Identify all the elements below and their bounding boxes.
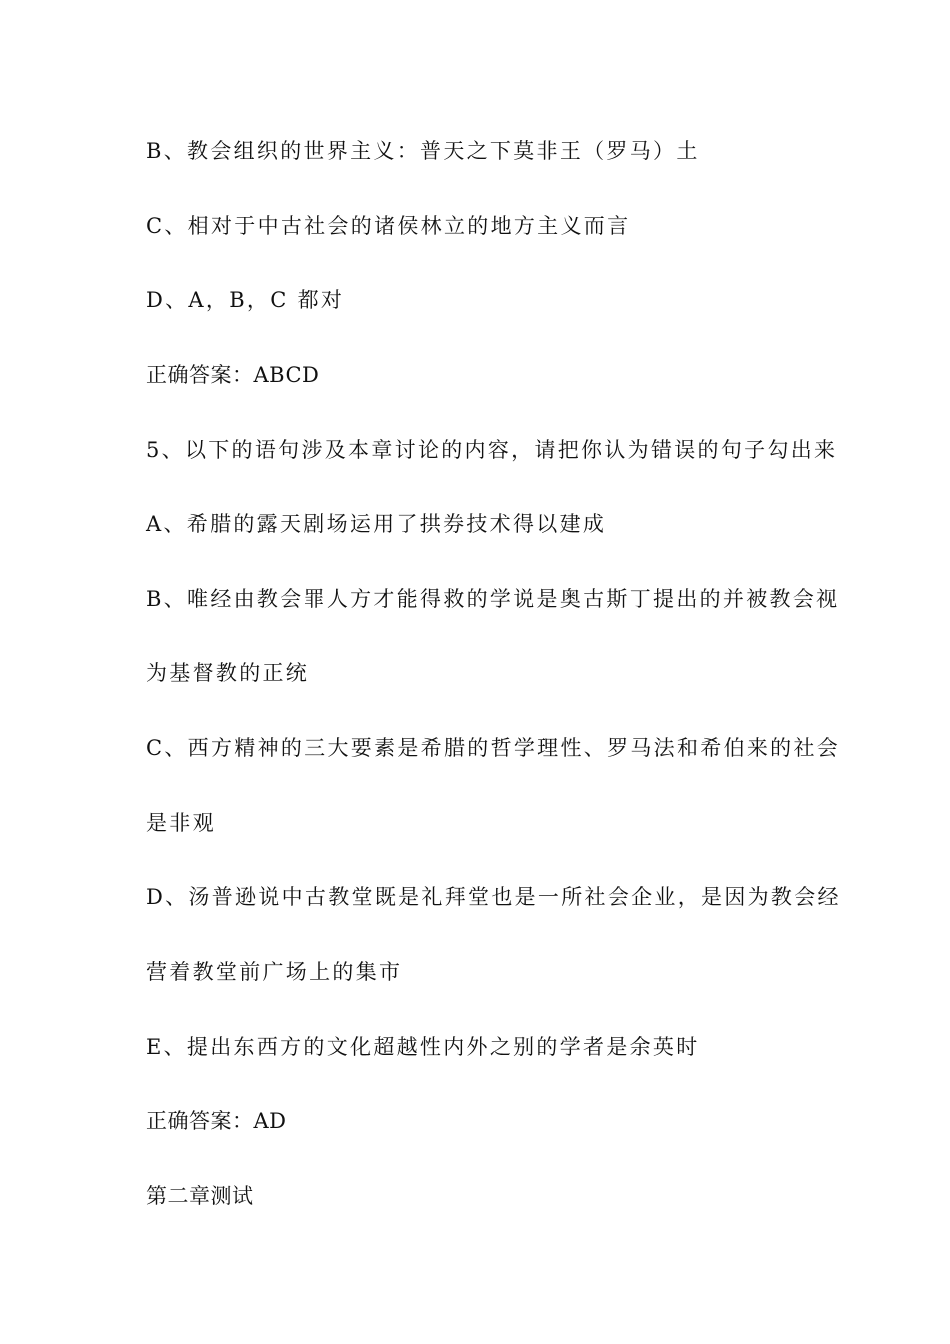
option-c-continuation-line: 是非观	[146, 811, 216, 835]
option-b-continuation-line: 为基督教的正统	[146, 661, 310, 685]
option-e-line: E、提出东西方的文化超越性内外之别的学者是余英时	[146, 1035, 700, 1059]
answer-line: 正确答案：AD	[146, 1109, 287, 1133]
option-c-line: C、西方精神的三大要素是希腊的哲学理性、罗马法和希伯来的社会	[146, 736, 841, 760]
option-d-line: D、A，B，C 都对	[146, 288, 345, 312]
option-b-line: B、教会组织的世界主义：普天之下莫非王（罗马）土	[146, 139, 700, 163]
option-a-line: A、希腊的露天剧场运用了拱券技术得以建成	[146, 512, 607, 536]
option-d-continuation-line: 营着教堂前广场上的集市	[146, 960, 403, 984]
answer-line: 正确答案：ABCD	[146, 363, 320, 387]
question-5-line: 5、以下的语句涉及本章讨论的内容，请把你认为错误的句子勾出来	[146, 438, 838, 462]
option-c-line: C、相对于中古社会的诸侯林立的地方主义而言	[146, 214, 631, 238]
option-d-line: D、汤普逊说中古教堂既是礼拜堂也是一所社会企业，是因为教会经	[146, 885, 841, 909]
chapter-heading: 第二章测试	[146, 1184, 254, 1208]
option-b-line: B、唯经由教会罪人方才能得救的学说是奥古斯丁提出的并被教会视	[146, 587, 840, 611]
